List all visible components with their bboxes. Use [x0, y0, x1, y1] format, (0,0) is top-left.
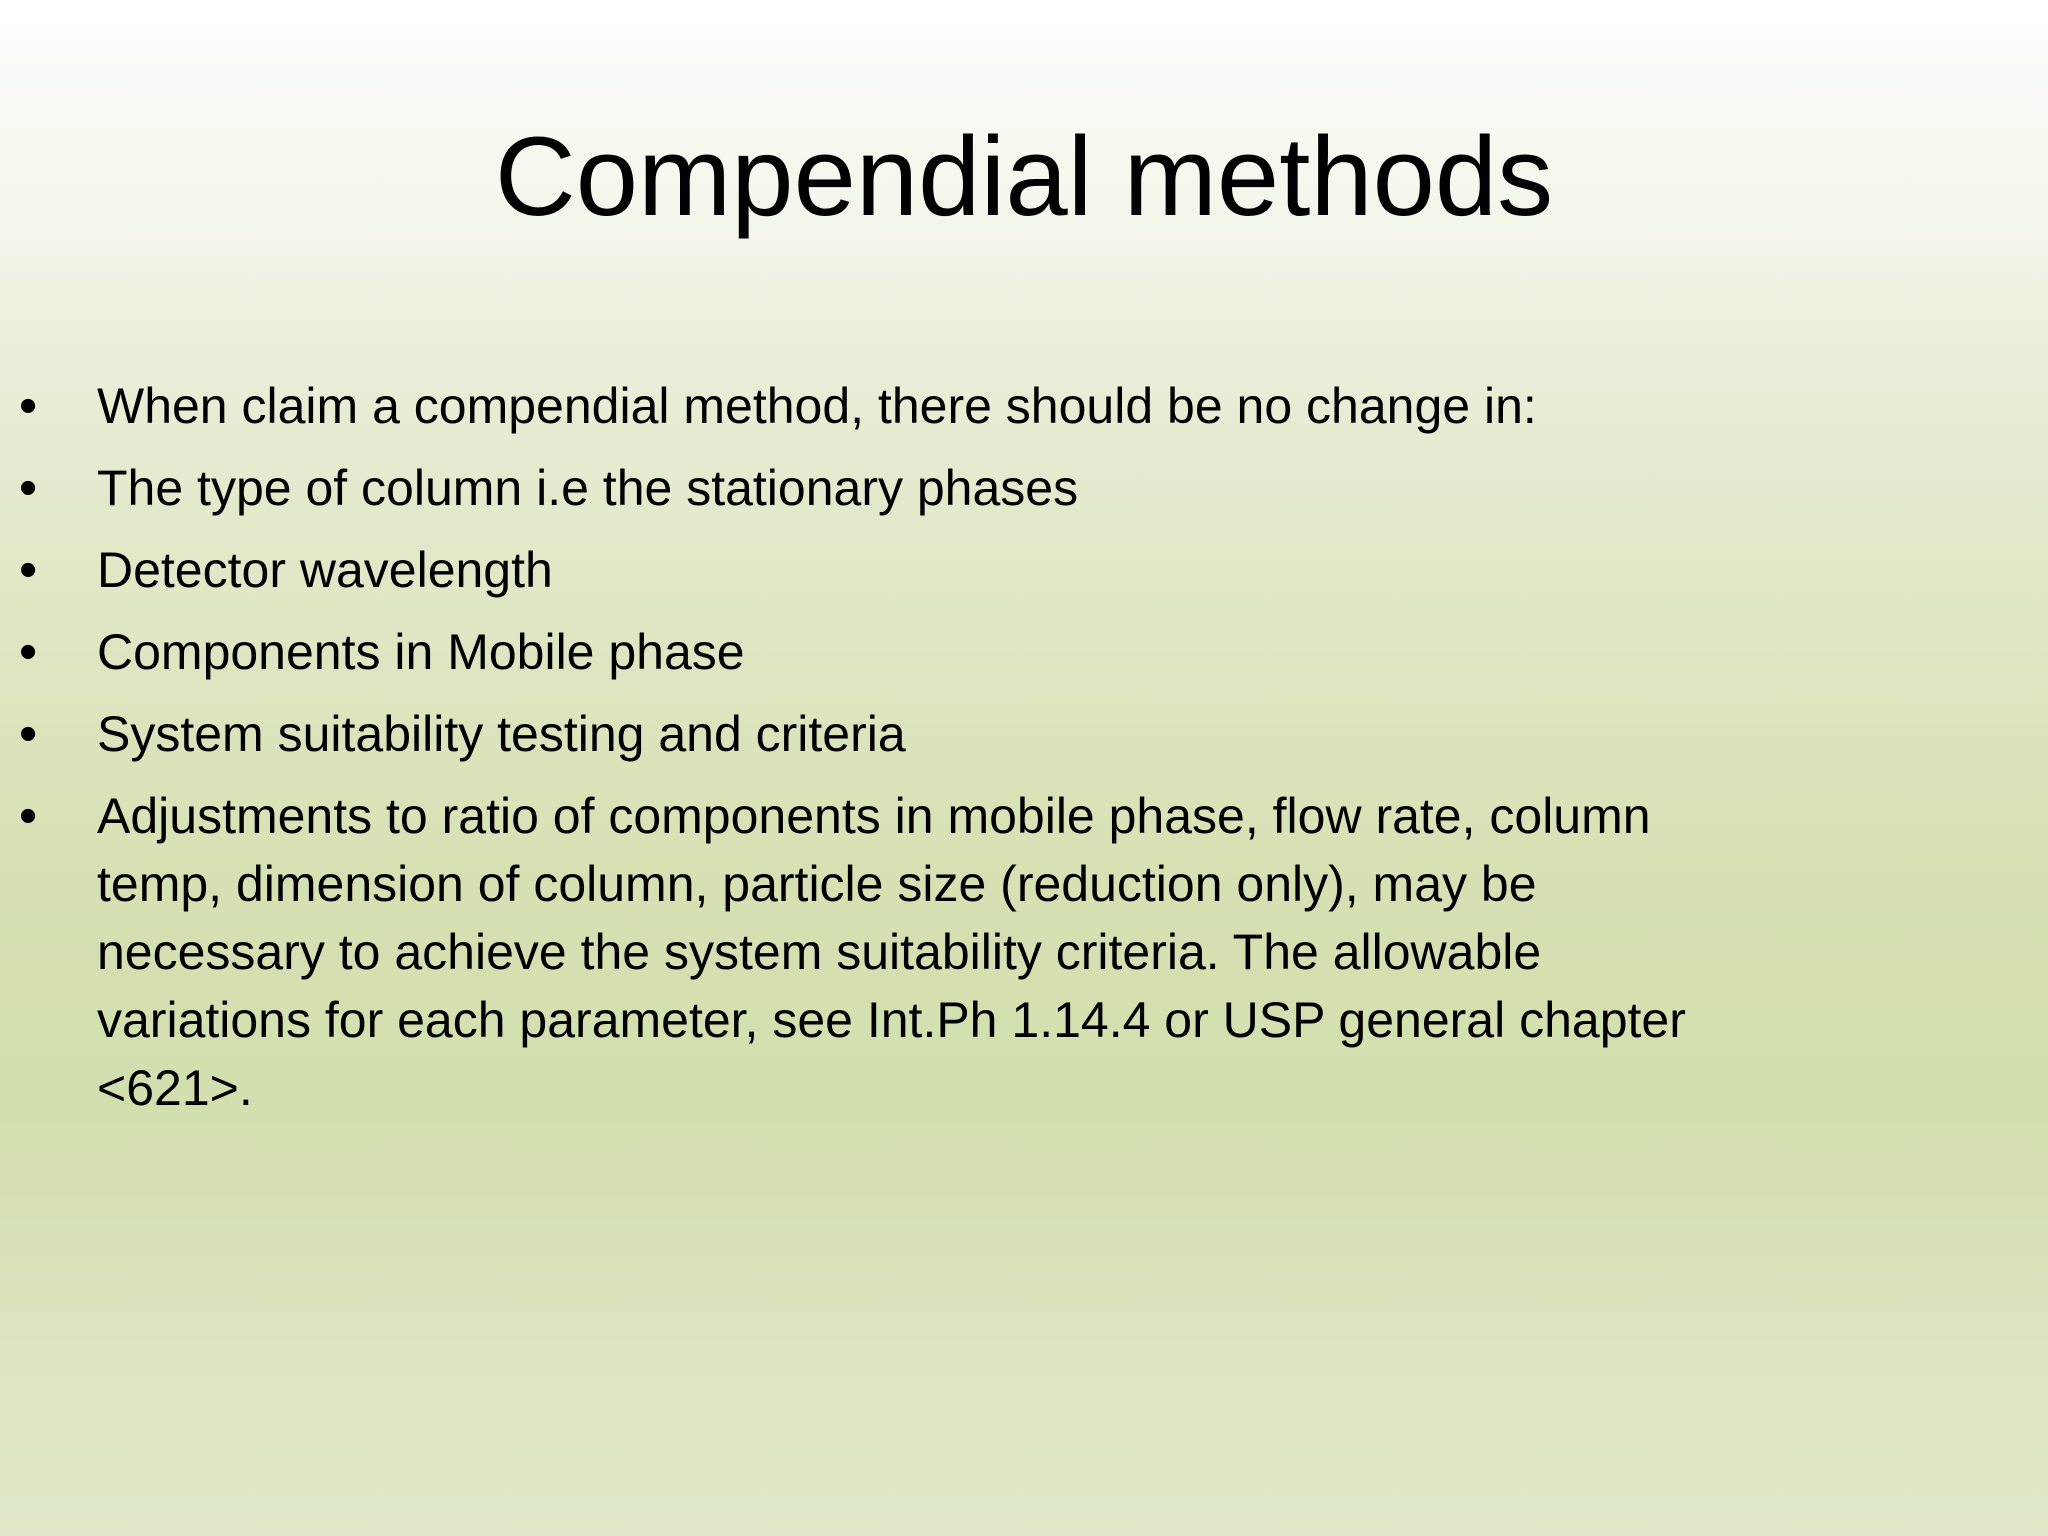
bullet-text-line-1: Adjustments to ratio of components in mobile phase, flow rate, column	[97, 788, 1651, 844]
bullet-list	[0, 372, 2048, 1136]
bullet-item-5	[0, 700, 2048, 768]
bullet-icon: •	[19, 623, 38, 681]
bullet-text: System suitability testing and criteria	[97, 706, 906, 762]
bullet-item-2	[0, 454, 2048, 522]
bullet-text: Components in Mobile phase	[97, 624, 745, 680]
bullet-item-3	[0, 536, 2048, 604]
bullet-text: When claim a compendial method, there should be no change in:	[97, 378, 1537, 434]
bullet-item-1	[0, 372, 2048, 440]
bullet-text-line-2: temp, dimension of column, particle size (reduction only), may be	[97, 856, 1537, 912]
bullet-item-4	[0, 618, 2048, 686]
bullet-icon: •	[19, 541, 38, 599]
bullet-icon: •	[19, 377, 38, 435]
slide-title: Compendial methods	[494, 114, 1554, 239]
bullet-text: The type of column i.e the stationary phases	[97, 460, 1079, 516]
bullet-text-line-5: <621>.	[97, 1060, 253, 1116]
bullet-text: Detector wavelength	[97, 542, 553, 598]
bullet-text-line-4: variations for each parameter, see Int.Ph 1.14.4 or USP general chapter	[97, 992, 1686, 1048]
bullet-item-6	[0, 782, 2048, 1122]
bullet-icon: •	[19, 787, 38, 845]
bullet-icon: •	[19, 459, 38, 517]
bullet-text-line-3: necessary to achieve the system suitability criteria. The allowable	[97, 924, 1542, 980]
bullet-icon: •	[19, 705, 38, 763]
